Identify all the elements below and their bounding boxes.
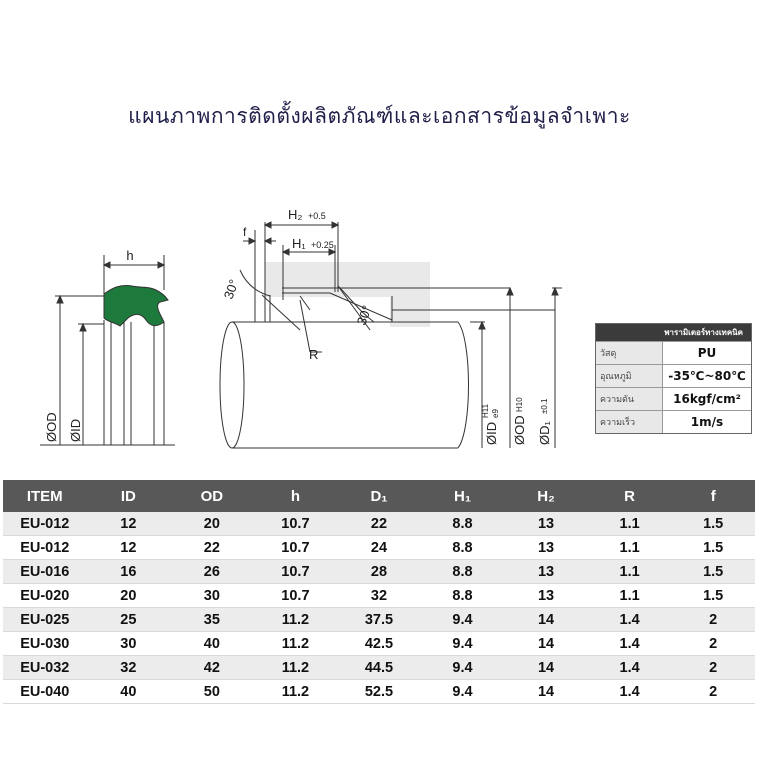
table-cell: 32 [87,656,171,680]
table-cell: 8.8 [421,584,505,608]
table-cell: 30 [170,584,254,608]
table-cell: 20 [87,584,171,608]
table-cell: 1.4 [588,632,672,656]
spec-row-material [596,341,751,364]
table-cell: 37.5 [337,608,421,632]
column-header-id: ID [87,480,171,512]
table-cell: EU-030 [3,632,87,656]
table-cell: 10.7 [254,536,338,560]
table-cell: 13 [504,560,588,584]
table-cell: 40 [170,632,254,656]
table-cell: 42 [170,656,254,680]
table-cell: 32 [337,584,421,608]
table-cell: 9.4 [421,632,505,656]
column-header-h: h [254,480,338,512]
table-cell: 11.2 [254,656,338,680]
table-cell: 1.5 [671,512,755,536]
od-label-left: ØOD [44,412,59,442]
table-row [3,536,755,560]
spec-row-pressure [596,387,751,410]
table-cell: 50 [170,680,254,704]
table-cell: 14 [504,632,588,656]
table-cell: 10.7 [254,560,338,584]
table-row [3,560,755,584]
size-table-grid [3,480,755,704]
table-cell: 35 [170,608,254,632]
table-cell: 1.5 [671,536,755,560]
table-cell: EU-040 [3,680,87,704]
h2-label: H₂ [288,207,303,222]
table-cell: 2 [671,680,755,704]
table-cell: 14 [504,680,588,704]
table-cell: 20 [170,512,254,536]
table-row [3,632,755,656]
table-cell: 9.4 [421,680,505,704]
table-cell: 1.4 [588,656,672,680]
table-cell: 25 [87,608,171,632]
table-cell: 10.7 [254,584,338,608]
table-cell: 52.5 [337,680,421,704]
column-header-f: f [671,480,755,512]
housing-drawing [220,222,562,448]
table-cell: 22 [170,536,254,560]
table-header-row [3,480,755,512]
spec-key: วัสดุ [596,342,663,364]
table-cell: EU-016 [3,560,87,584]
h2-tolerance: +0.5 [308,211,326,221]
table-cell: 11.2 [254,608,338,632]
d1-tolerance: ±0.1 [540,398,549,414]
spec-row-speed [596,410,751,433]
table-cell: 1.1 [588,512,672,536]
table-cell: 26 [170,560,254,584]
od-tolerance: H10 [515,397,524,412]
size-table [3,480,755,704]
table-cell: EU-025 [3,608,87,632]
spec-value: 16kgf/cm² [673,392,741,406]
column-header-d1: D₁ [337,480,421,512]
table-row [3,584,755,608]
table-cell: 14 [504,608,588,632]
spec-row-temperature [596,364,751,387]
table-cell: 2 [671,632,755,656]
column-header-h2: H₂ [504,480,588,512]
spec-value: PU [697,346,717,360]
f-label: f [243,225,247,239]
table-cell: 24 [337,536,421,560]
table-cell: 44.5 [337,656,421,680]
table-cell: EU-032 [3,656,87,680]
angle-label-right: 30° [353,303,375,328]
spec-key: ความเร็ว [596,411,663,433]
spec-value: 1m/s [690,415,724,429]
table-cell: 1.1 [588,560,672,584]
table-cell: EU-012 [3,512,87,536]
column-header-h1: H₁ [421,480,505,512]
table-cell: 28 [337,560,421,584]
column-header-od: OD [170,480,254,512]
table-cell: 8.8 [421,536,505,560]
table-row [3,656,755,680]
table-cell: 2 [671,608,755,632]
table-cell: 42.5 [337,632,421,656]
table-cell: 1.1 [588,536,672,560]
table-row [3,512,755,536]
table-cell: 14 [504,656,588,680]
table-cell: 1.1 [588,584,672,608]
table-cell: 22 [337,512,421,536]
table-cell: 13 [504,584,588,608]
h-label: h [126,248,134,263]
table-row [3,680,755,704]
table-cell: 12 [87,536,171,560]
table-cell: EU-012 [3,536,87,560]
table-cell: 11.2 [254,632,338,656]
spec-key: อุณหภูมิ [596,365,663,387]
table-cell: 30 [87,632,171,656]
d1-label-right: ØD₁ [537,421,552,445]
table-cell: 11.2 [254,680,338,704]
table-cell: 1.5 [671,560,755,584]
page-title: แผนภาพการติดตั้งผลิตภัณฑ์และเอกสารข้อมูลจำเพาะ [128,104,631,128]
id-tolerance-upper: H11 [481,403,490,418]
table-cell: 2 [671,656,755,680]
column-header-item: ITEM [3,480,87,512]
angle-label-left: 30° [220,277,242,302]
table-cell: 13 [504,536,588,560]
table-cell: 8.8 [421,560,505,584]
id-label-left: ØID [68,418,83,442]
r-label: R [309,347,319,362]
seal-cross-section [40,255,175,445]
table-cell: 10.7 [254,512,338,536]
table-cell: 9.4 [421,608,505,632]
table-cell: 13 [504,512,588,536]
table-body [3,512,755,704]
table-cell: EU-020 [3,584,87,608]
table-cell: 1.4 [588,680,672,704]
table-cell: 9.4 [421,656,505,680]
h1-tolerance: +0.25 [311,240,334,250]
table-cell: 16 [87,560,171,584]
table-cell: 12 [87,512,171,536]
spec-key: ความดัน [596,388,663,410]
table-cell: 8.8 [421,512,505,536]
spec-value: -35℃~80℃ [668,369,746,383]
od-label-right: ØOD [512,415,527,445]
table-cell: 1.4 [588,608,672,632]
technical-parameters-box [595,323,752,434]
id-tolerance-lower: e9 [491,409,500,418]
table-cell: 40 [87,680,171,704]
column-header-r: R [588,480,672,512]
technical-parameters-header: พารามิเตอร์ทางเทคนิค [596,324,751,341]
u-cup-seal-profile [104,285,168,326]
table-cell: 1.5 [671,584,755,608]
id-label-right: ØID [484,421,499,445]
h1-label: H₁ [292,236,306,251]
table-row [3,608,755,632]
